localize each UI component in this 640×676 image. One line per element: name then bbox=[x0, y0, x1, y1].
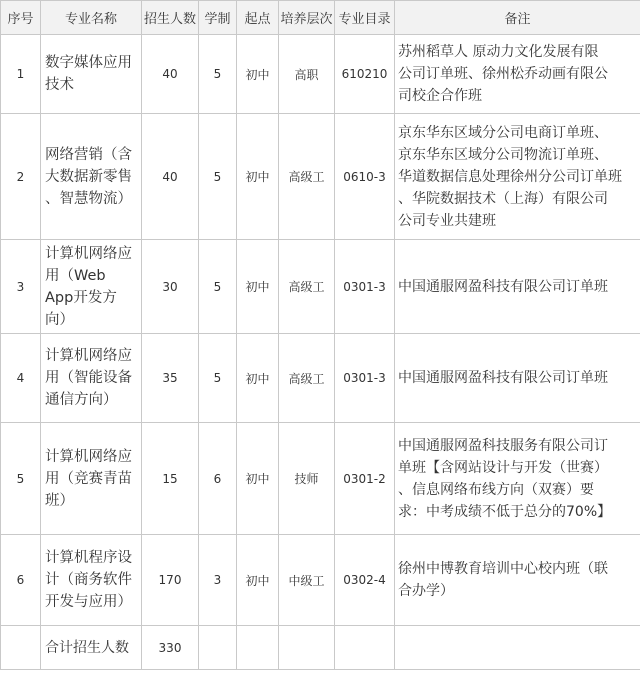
cell-years: 3 bbox=[199, 535, 237, 626]
cell-years: 5 bbox=[199, 240, 237, 334]
cell-level: 高级工 bbox=[279, 114, 335, 240]
note-line: 、华院数据技术（上海）有限公司 bbox=[398, 190, 608, 207]
note-line: 、信息网络布线方向（双赛）要 bbox=[398, 481, 594, 498]
cell-code: 0301-3 bbox=[335, 240, 395, 334]
major-line: 网络营销（含 bbox=[45, 146, 132, 163]
note-line: 中国通服网盈科技有限公司订单班 bbox=[398, 370, 608, 386]
note-line: 华道数据信息处理徐州分公司订单班 bbox=[398, 168, 622, 185]
table-row bbox=[1, 114, 640, 240]
note-line: 合办学） bbox=[398, 583, 454, 599]
major-line: App开发方 bbox=[45, 289, 117, 306]
major-line: 计算机网络应 bbox=[45, 448, 132, 465]
major-line: 班） bbox=[45, 492, 74, 509]
cell-years bbox=[199, 626, 237, 670]
cell-major bbox=[41, 423, 142, 535]
cell-years: 5 bbox=[199, 114, 237, 240]
cell-note bbox=[395, 626, 640, 670]
cell-count: 35 bbox=[142, 334, 199, 423]
cell-note bbox=[395, 240, 640, 334]
cell-count: 170 bbox=[142, 535, 199, 626]
note-line: 司校企合作班 bbox=[398, 88, 482, 104]
major-line: 计算机程序设 bbox=[45, 550, 132, 566]
cell-level: 中级工 bbox=[279, 535, 335, 626]
cell-major bbox=[41, 114, 142, 240]
cell-level: 技师 bbox=[279, 423, 335, 535]
table-row bbox=[1, 334, 640, 423]
cell-level: 高职 bbox=[279, 35, 335, 114]
major-line: 用（竞赛青苗 bbox=[45, 470, 132, 487]
header-years: 学制 bbox=[199, 1, 237, 35]
cell-no: 1 bbox=[1, 35, 41, 114]
cell-start: 初中 bbox=[237, 423, 279, 535]
cell-note bbox=[395, 423, 640, 535]
cell-major bbox=[41, 240, 142, 334]
cell-level: 高级工 bbox=[279, 334, 335, 423]
cell-start: 初中 bbox=[237, 535, 279, 626]
total-row bbox=[1, 626, 640, 670]
total-label: 合计招生人数 bbox=[41, 626, 142, 670]
cell-note bbox=[395, 35, 640, 114]
table-row bbox=[1, 423, 640, 535]
header-start: 起点 bbox=[237, 1, 279, 35]
major-line: 用（智能设备 bbox=[45, 370, 132, 386]
cell-no: 2 bbox=[1, 114, 41, 240]
major-line: 计（商务软件 bbox=[45, 572, 132, 588]
major-line: 数字媒体应用 bbox=[45, 55, 132, 71]
header-major: 专业名称 bbox=[41, 1, 142, 35]
table-row bbox=[1, 240, 640, 334]
header-level: 培养层次 bbox=[279, 1, 335, 35]
cell-start: 初中 bbox=[237, 35, 279, 114]
cell-code: 0301-2 bbox=[335, 423, 395, 535]
cell-start: 初中 bbox=[237, 240, 279, 334]
cell-years: 5 bbox=[199, 334, 237, 423]
note-line: 中国通服网盈科技服务有限公司订 bbox=[398, 437, 608, 454]
cell-no: 5 bbox=[1, 423, 41, 535]
cell-count: 40 bbox=[142, 35, 199, 114]
cell-years: 6 bbox=[199, 423, 237, 535]
note-line: 公司订单班、徐州松乔动画有限公 bbox=[398, 66, 608, 82]
note-line: 苏州稻草人 原动力文化发展有限 bbox=[398, 44, 599, 60]
cell-level bbox=[279, 626, 335, 670]
major-line: 、智慧物流） bbox=[45, 190, 132, 207]
major-line: 通信方向） bbox=[45, 392, 118, 408]
major-line: 计算机网络应 bbox=[45, 245, 132, 262]
cell-code bbox=[335, 626, 395, 670]
cell-major bbox=[41, 35, 142, 114]
header-note: 备注 bbox=[395, 1, 640, 35]
note-line: 徐州中博教育培训中心校内班（联 bbox=[398, 561, 608, 577]
cell-no bbox=[1, 626, 41, 670]
table-row bbox=[1, 35, 640, 114]
cell-note bbox=[395, 334, 640, 423]
major-line: 计算机网络应 bbox=[45, 348, 132, 364]
header-row bbox=[1, 1, 640, 35]
cell-code: 610210 bbox=[335, 35, 395, 114]
cell-no: 6 bbox=[1, 535, 41, 626]
note-line: 单班【含网站设计与开发（世赛） bbox=[398, 459, 608, 476]
cell-major bbox=[41, 334, 142, 423]
total-count: 330 bbox=[142, 626, 199, 670]
note-line: 京东华东区域分公司物流订单班、 bbox=[398, 146, 608, 163]
note-line: 京东华东区域分公司电商订单班、 bbox=[398, 124, 608, 141]
cell-no: 4 bbox=[1, 334, 41, 423]
cell-note bbox=[395, 114, 640, 240]
cell-count: 40 bbox=[142, 114, 199, 240]
cell-no: 3 bbox=[1, 240, 41, 334]
cell-count: 15 bbox=[142, 423, 199, 535]
cell-code: 0301-3 bbox=[335, 334, 395, 423]
note-line: 求：中考成绩不低于总分的70%】 bbox=[398, 503, 612, 520]
major-line: 用（Web bbox=[45, 267, 106, 284]
cell-count: 30 bbox=[142, 240, 199, 334]
major-line: 技术 bbox=[45, 77, 74, 93]
major-line: 开发与应用） bbox=[45, 594, 132, 610]
cell-level: 高级工 bbox=[279, 240, 335, 334]
cell-major bbox=[41, 535, 142, 626]
header-no: 序号 bbox=[1, 1, 41, 35]
note-line: 公司专业共建班 bbox=[398, 212, 496, 229]
cell-start bbox=[237, 626, 279, 670]
header-code: 专业目录 bbox=[335, 1, 395, 35]
major-line: 向） bbox=[45, 311, 74, 328]
cell-code: 0610-3 bbox=[335, 114, 395, 240]
cell-note bbox=[395, 535, 640, 626]
cell-years: 5 bbox=[199, 35, 237, 114]
table-row bbox=[1, 535, 640, 626]
cell-start: 初中 bbox=[237, 334, 279, 423]
header-count: 招生人数 bbox=[142, 1, 199, 35]
cell-start: 初中 bbox=[237, 114, 279, 240]
cell-code: 0302-4 bbox=[335, 535, 395, 626]
note-line: 中国通服网盈科技有限公司订单班 bbox=[398, 278, 608, 295]
major-line: 大数据新零售 bbox=[45, 168, 132, 185]
